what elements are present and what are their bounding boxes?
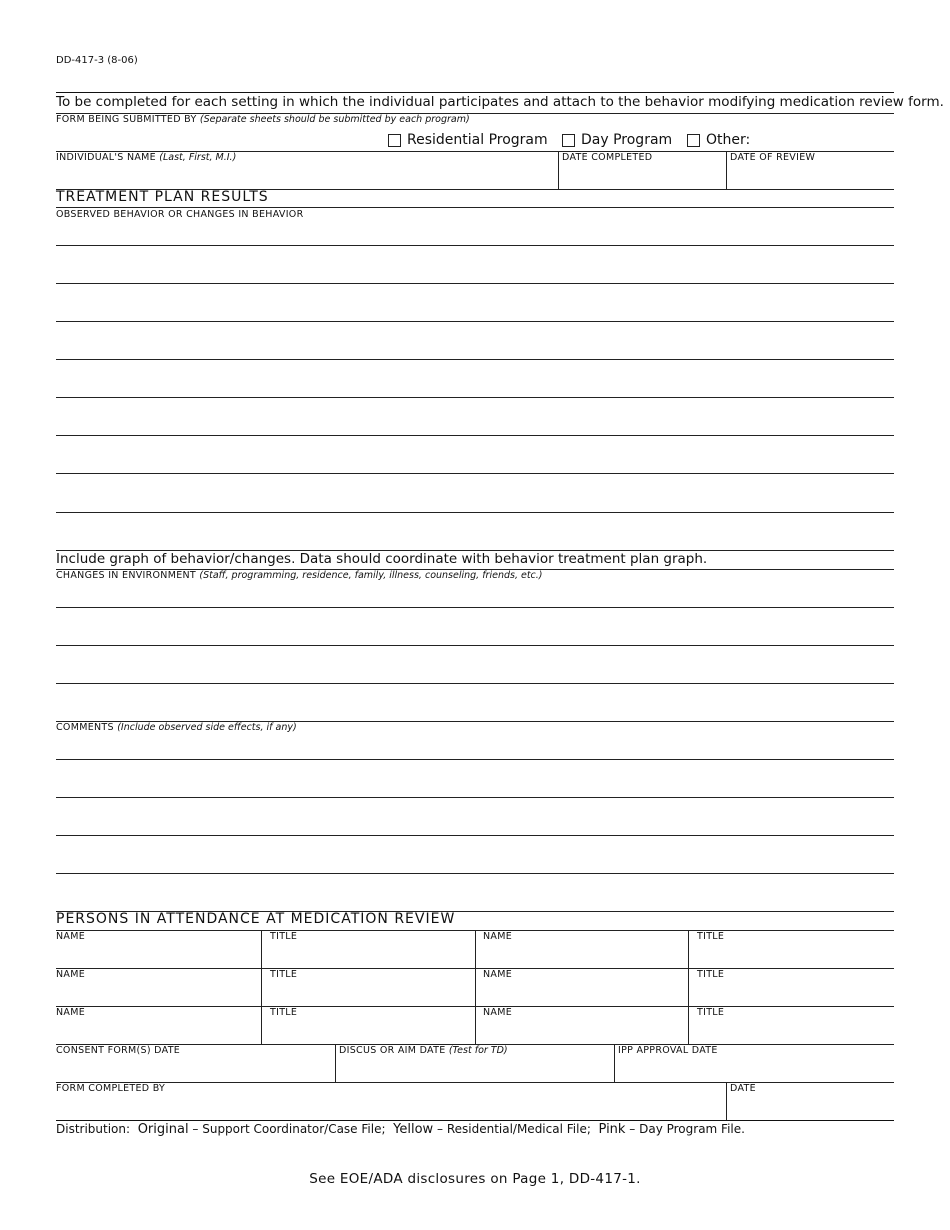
consent-date-field[interactable] xyxy=(56,1059,333,1081)
divider xyxy=(56,1082,894,1083)
observed-behavior-label: OBSERVED BEHAVIOR OR CHANGES IN BEHAVIOR xyxy=(56,209,304,220)
ipp-approval-date-label: IPP APPROVAL DATE xyxy=(618,1045,718,1056)
date-of-review-label: DATE OF REVIEW xyxy=(730,152,816,163)
divider xyxy=(56,207,894,208)
write-line xyxy=(56,435,894,436)
divider xyxy=(56,968,894,969)
consent-date-label: CONSENT FORM(S) DATE xyxy=(56,1045,181,1056)
write-line xyxy=(56,759,894,760)
attendee-name-field[interactable] xyxy=(477,945,686,967)
other-checkbox[interactable] xyxy=(687,134,700,147)
write-line xyxy=(56,397,894,398)
attendee-name-field[interactable] xyxy=(477,983,686,1005)
attendee-title-label: TITLE xyxy=(697,931,725,942)
submitted-by-label: FORM BEING SUBMITTED BY (Separate sheets should be submitted by each program) xyxy=(56,114,470,125)
attendee-title-label: TITLE xyxy=(270,969,298,980)
write-line xyxy=(56,245,894,246)
completed-date-label: DATE xyxy=(730,1083,756,1094)
write-line xyxy=(56,607,894,608)
bottom-rule xyxy=(56,1120,894,1121)
attendance-heading: PERSONS IN ATTENDANCE AT MEDICATION REVIEW xyxy=(56,911,456,927)
attendee-title-field[interactable] xyxy=(690,945,892,967)
attendee-title-label: TITLE xyxy=(270,931,298,942)
changes-environment-field[interactable] xyxy=(56,584,894,720)
date-of-review-field[interactable] xyxy=(728,166,892,188)
write-line xyxy=(56,873,894,874)
attendee-name-label: NAME xyxy=(483,969,513,980)
attendee-name-field[interactable] xyxy=(477,1021,686,1043)
divider xyxy=(614,1044,615,1082)
other-label: Other: xyxy=(706,132,751,148)
date-completed-field[interactable] xyxy=(560,166,724,188)
divider xyxy=(558,151,559,189)
divider xyxy=(56,1006,894,1007)
form-number: DD-417-3 (8-06) xyxy=(56,55,138,66)
date-completed-label: DATE COMPLETED xyxy=(562,152,653,163)
graph-note: Include graph of behavior/changes. Data should coordinate with behavior treatment plan graph. xyxy=(56,551,708,567)
write-line xyxy=(56,645,894,646)
attendee-name-label: NAME xyxy=(483,1007,513,1018)
observed-behavior-field[interactable] xyxy=(56,222,894,550)
residential-program-label: Residential Program xyxy=(407,132,548,148)
instruction-text: To be completed for each setting in which the individual participates and attach to the behavior modifying medication review form. xyxy=(56,94,944,110)
write-line xyxy=(56,283,894,284)
divider xyxy=(475,930,476,1044)
distribution-line: Distribution: Original – Support Coordinator/Case File; Yellow – Residential/Medical File; Pink – Day Program File. xyxy=(56,1122,745,1137)
divider xyxy=(726,151,727,189)
attendee-title-label: TITLE xyxy=(697,969,725,980)
write-line xyxy=(56,512,894,513)
divider xyxy=(335,1044,336,1082)
attendee-name-field[interactable] xyxy=(56,945,259,967)
comments-label: COMMENTS (Include observed side effects, if any) xyxy=(56,722,297,733)
divider xyxy=(726,1082,727,1120)
footer-disclosure: See EOE/ADA disclosures on Page 1, DD-417-1. xyxy=(309,1171,641,1187)
comments-field[interactable] xyxy=(56,736,894,910)
attendee-title-field[interactable] xyxy=(263,983,473,1005)
form-completed-by-field[interactable] xyxy=(56,1097,724,1119)
changes-environment-label: CHANGES IN ENVIRONMENT (Staff, programming, residence, family, illness, counseling, friends, etc.) xyxy=(56,570,543,581)
attendee-title-field[interactable] xyxy=(690,1021,892,1043)
form-completed-by-label: FORM COMPLETED BY xyxy=(56,1083,166,1094)
residential-program-checkbox[interactable] xyxy=(388,134,401,147)
day-program-checkbox[interactable] xyxy=(562,134,575,147)
attendee-title-field[interactable] xyxy=(263,1021,473,1043)
ipp-approval-date-field[interactable] xyxy=(616,1059,892,1081)
attendee-name-field[interactable] xyxy=(56,1021,259,1043)
day-program-label: Day Program xyxy=(581,132,673,148)
top-rule xyxy=(56,92,894,93)
attendee-name-field[interactable] xyxy=(56,983,259,1005)
discus-date-label: DISCUS OR AIM DATE (Test for TD) xyxy=(339,1045,508,1056)
attendee-name-label: NAME xyxy=(56,969,86,980)
attendee-name-label: NAME xyxy=(56,1007,86,1018)
write-line xyxy=(56,473,894,474)
individual-name-label: INDIVIDUAL'S NAME (Last, First, M.I.) xyxy=(56,152,237,163)
write-line xyxy=(56,321,894,322)
write-line xyxy=(56,683,894,684)
completed-date-field[interactable] xyxy=(728,1097,892,1119)
attendee-title-label: TITLE xyxy=(697,1007,725,1018)
individual-name-field[interactable] xyxy=(56,166,556,188)
write-line xyxy=(56,835,894,836)
attendee-name-label: NAME xyxy=(56,931,86,942)
write-line xyxy=(56,797,894,798)
divider xyxy=(261,930,262,1044)
divider xyxy=(688,930,689,1044)
attendee-title-field[interactable] xyxy=(690,983,892,1005)
attendee-title-label: TITLE xyxy=(270,1007,298,1018)
attendee-title-field[interactable] xyxy=(263,945,473,967)
write-line xyxy=(56,359,894,360)
discus-date-field[interactable] xyxy=(337,1059,612,1081)
attendee-name-label: NAME xyxy=(483,931,513,942)
treatment-plan-heading: TREATMENT PLAN RESULTS xyxy=(56,189,269,205)
